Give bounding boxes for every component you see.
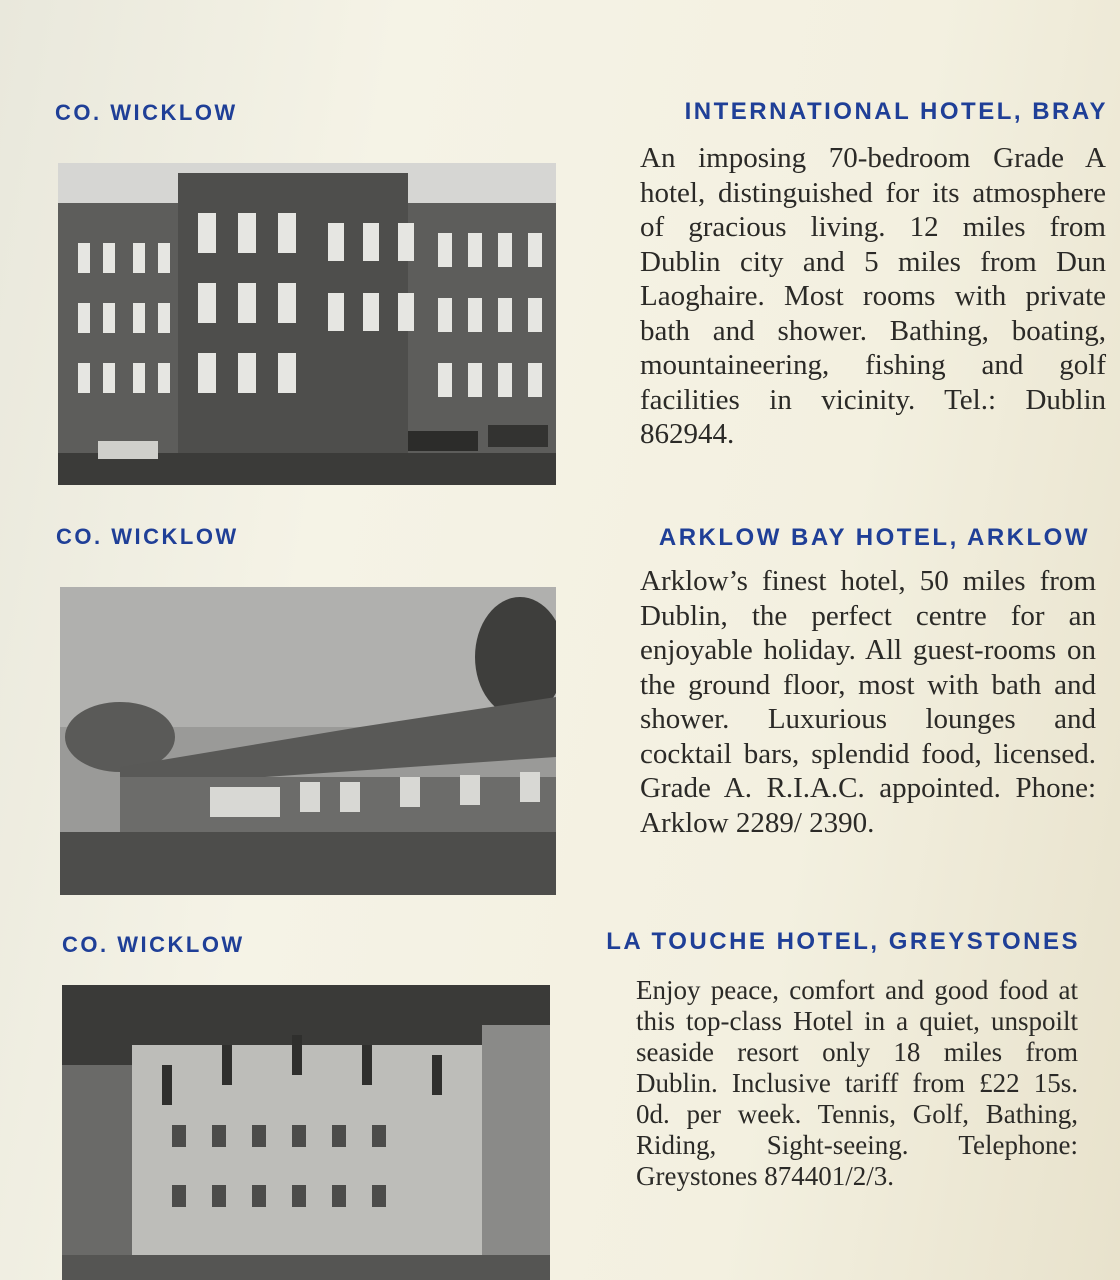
county-label: CO. WICKLOW (56, 524, 239, 549)
hotel-description: An imposing 70-bedroom Grade A hotel, distinguished for its atmosphere of gracious living. 12 miles from Dublin city and 5 miles from Dun Laoghaire. Most rooms with private bath and shower. Bathing, boating, mountaineering, fishing and golf facilities in vicinity. Tel.: Dublin 862944. (640, 142, 1106, 450)
hotel-photo (62, 985, 550, 1280)
hotel-title: LA TOUCHE HOTEL, GREYSTONES (606, 928, 1080, 955)
hotel-title: INTERNATIONAL HOTEL, BRAY (684, 98, 1108, 125)
hotel-description: Arklow’s finest hotel, 50 miles from Dublin, the perfect centre for an enjoyable holiday. All guest-rooms on the ground floor, most with bath and shower. Luxurious lounges and cocktail bars, splendid food, licensed. Grade A. R.I.A.C. appointed. Phone: Arklow 2289/ 2390. (640, 565, 1096, 839)
county-label: CO. WICKLOW (55, 100, 238, 125)
hotel-photo (60, 587, 556, 895)
county-label: CO. WICKLOW (62, 932, 245, 957)
hotel-description: Enjoy peace, comfort and good food at this top-class Hotel in a quiet, unspoilt seaside resort only 18 miles from Dublin. Inclusive tariff from £22 15s. 0d. per week. Tennis, Golf, Bathing, Riding, Sight-seeing. Telephone: Greystones 874401/2/3. (636, 975, 1078, 1191)
hotel-photo (58, 163, 556, 485)
hotel-title: ARKLOW BAY HOTEL, ARKLOW (658, 524, 1090, 551)
